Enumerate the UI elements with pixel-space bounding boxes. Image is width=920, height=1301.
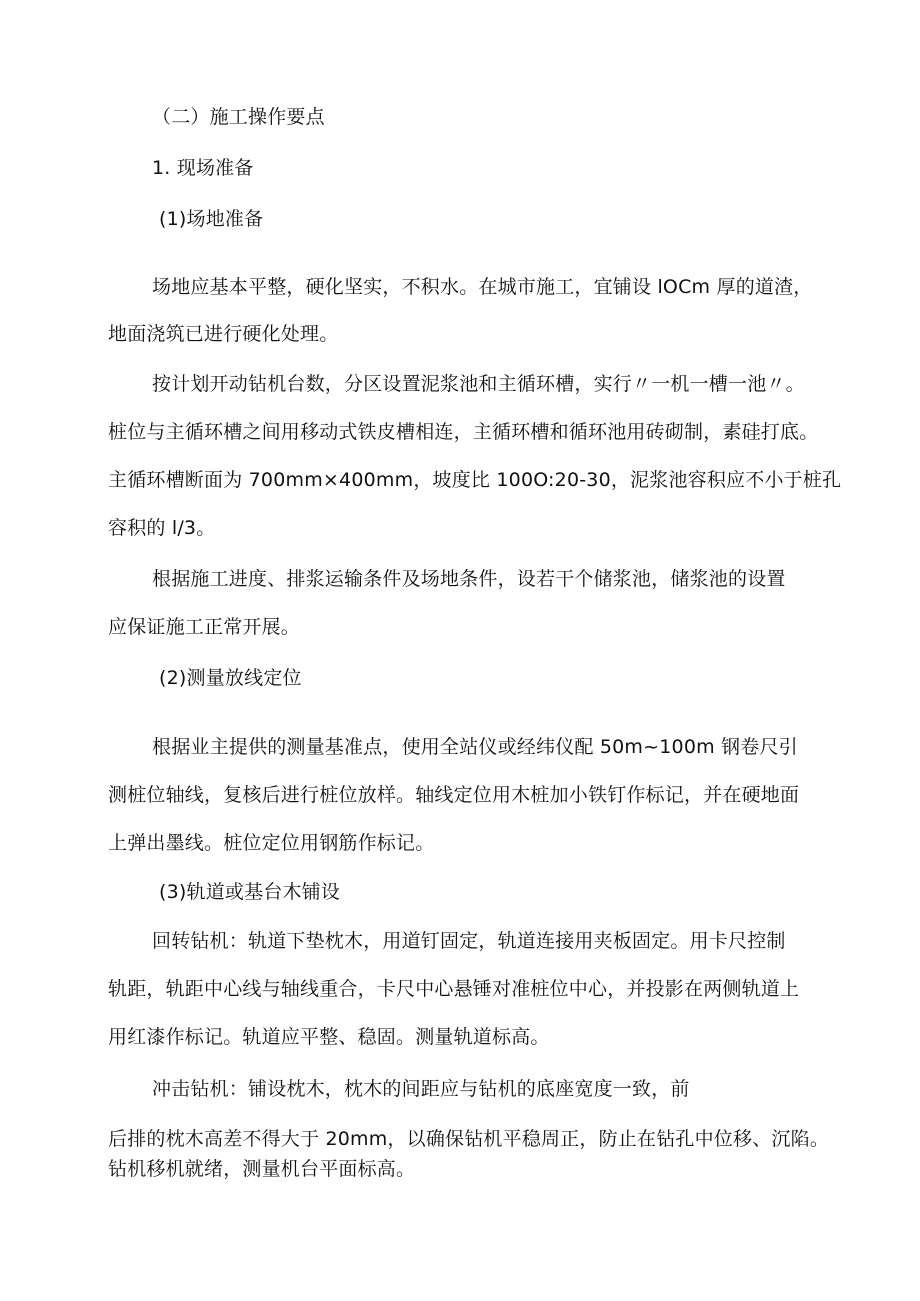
paragraph-line: 地面浇筑已进行硬化处理。 xyxy=(108,323,339,345)
paragraph-line: 钻机移机就绪，测量机台平面标高。 xyxy=(108,1158,416,1180)
paragraph-line: 测桩位轴线，复核后进行桩位放样。轴线定位用木桩加小铁钉作标记，并在硬地面 xyxy=(108,784,800,806)
paragraph-line: 场地应基本平整，硬化坚实，不积水。在城市施工，宜铺设 lOCm 厚的道渣， xyxy=(152,276,813,298)
paragraph-line: 应保证施工正常开展。 xyxy=(108,616,301,638)
paragraph-line: 桩位与主循环槽之间用移动式铁皮槽相连，主循环槽和循环池用砖砌制，素硅打底。 xyxy=(108,421,819,443)
paragraph-line: 回转钻机：轨道下垫枕木，用道钉固定，轨道连接用夹板固定。用卡尺控制 xyxy=(152,930,786,952)
paragraph-line: 后排的枕木高差不得大于 20mm，以确保钻机平稳周正，防止在钻孔中位移、沉陷。 xyxy=(108,1128,830,1150)
paragraph-line: 按计划开动钻机台数，分区设置泥浆池和主循环槽，实行〃一机一槽一池〃。 xyxy=(152,373,805,395)
item-title-rail: (3)轨道或基台木铺设 xyxy=(159,881,341,903)
paragraph-line: 根据施工进度、排浆运输条件及场地条件，设若干个储浆池，储浆池的设置 xyxy=(152,568,786,590)
paragraph-line: 冲击钻机：铺设枕木，枕木的间距应与钻机的底座宽度一致，前 xyxy=(152,1078,690,1100)
paragraph-line: 轨距，轨距中心线与轴线重合，卡尺中心悬锤对准桩位中心，并投影在两侧轨道上 xyxy=(108,978,800,1000)
paragraph-line: 容积的 l/3。 xyxy=(108,517,216,539)
paragraph-line: 上弹出墨线。桩位定位用钢筋作标记。 xyxy=(108,832,435,854)
section-heading: （二）施工操作要点 xyxy=(152,106,325,128)
paragraph-line: 主循环槽断面为 700mm×400mm，坡度比 100O:20-30，泥浆池容积应不小于桩孔 xyxy=(108,469,842,491)
sub-heading-site-preparation: 1. 现场准备 xyxy=(152,157,254,179)
paragraph-line: 用红漆作标记。轨道应平整、稳固。测量轨道标高。 xyxy=(108,1026,550,1048)
item-title-survey: (2)测量放线定位 xyxy=(159,667,302,689)
item-title-site-prep: (1)场地准备 xyxy=(159,208,264,230)
paragraph-line: 根据业主提供的测量基准点，使用全站仪或经纬仪配 50m~100m 钢卷尺引 xyxy=(152,736,798,758)
